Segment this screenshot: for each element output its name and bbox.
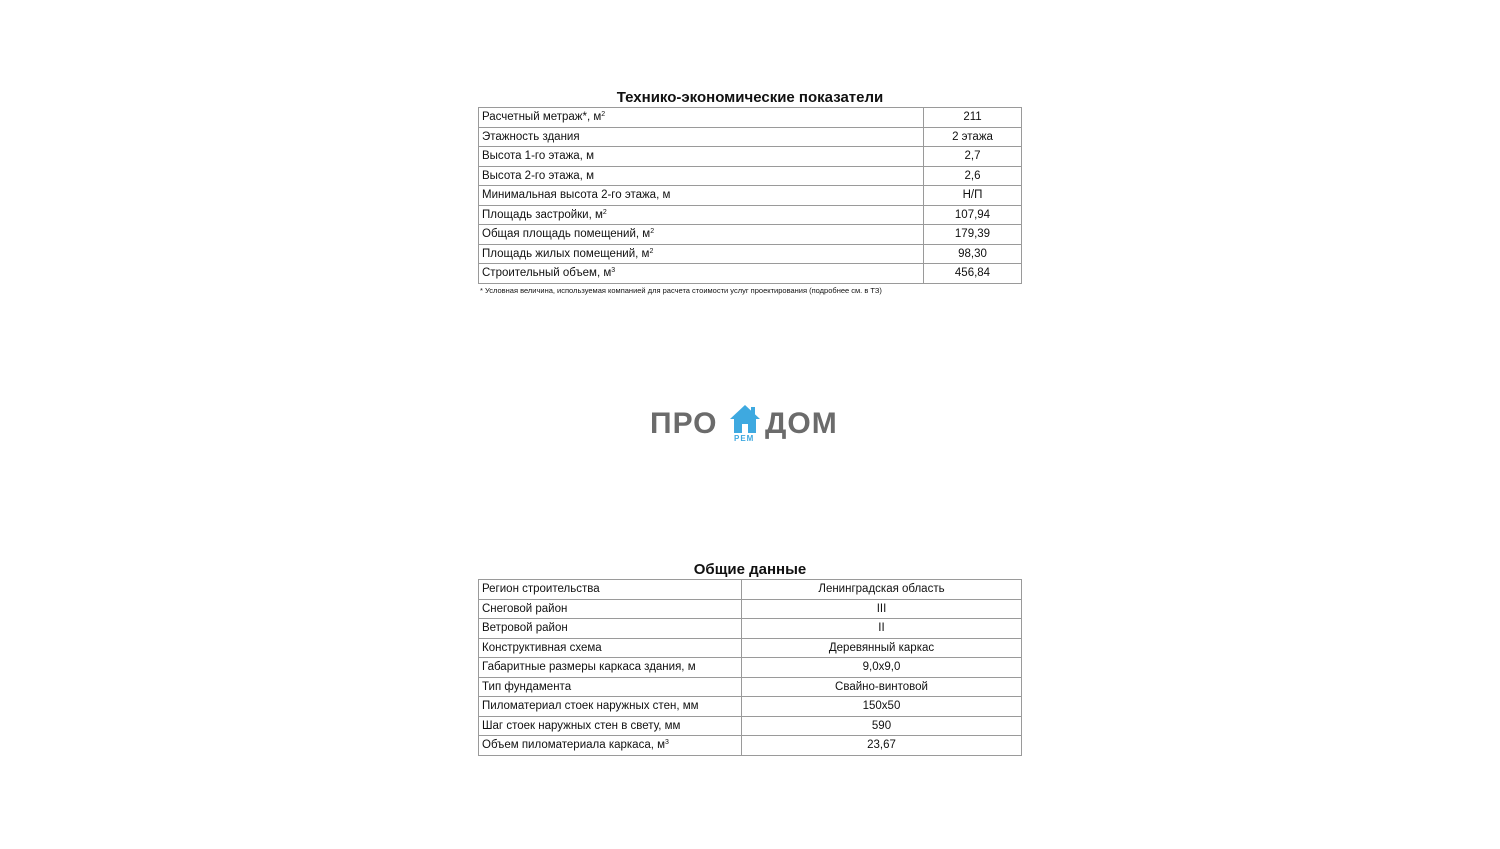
row-label [479, 697, 742, 717]
row-value: 179,39 [924, 225, 1022, 245]
unit-superscript: 3 [665, 739, 669, 747]
row-label [479, 244, 924, 264]
table-row [479, 127, 1022, 147]
table-row [479, 186, 1022, 206]
logo-text-left: ПРО [650, 407, 718, 440]
row-label [479, 108, 924, 128]
row-value: 9,0x9,0 [742, 658, 1022, 678]
row-label [479, 619, 742, 639]
row-label [479, 599, 742, 619]
tep-title: Технико-экономические показатели [616, 89, 884, 106]
row-label-text: Объем пиломатериала каркаса, м [482, 739, 666, 752]
row-label-text: Этажность здания [482, 130, 580, 143]
row-label-text: Минимальная высота 2-го этажа, м [482, 189, 671, 202]
row-label [479, 716, 742, 736]
row-label-text: Расчетный метраж*, м [482, 111, 602, 124]
tep-footnote: * Условная величина, используемая компанией для расчета стоимости услуг проектирования (подробнее см. в ТЗ) [480, 285, 882, 295]
general-section [478, 561, 1022, 756]
row-value: 2,6 [924, 166, 1022, 186]
row-value: 2 этажа [924, 127, 1022, 147]
table-row [479, 108, 1022, 128]
house-icon [729, 404, 761, 434]
table-row [479, 205, 1022, 225]
table-row [479, 638, 1022, 658]
row-value: 2,7 [924, 147, 1022, 167]
row-label [479, 225, 924, 245]
table-row [479, 147, 1022, 167]
row-label-text: Общая площадь помещений, м [482, 228, 651, 241]
row-value: 590 [742, 716, 1022, 736]
row-label [479, 736, 742, 756]
row-label-text: Высота 2-го этажа, м [482, 169, 594, 182]
unit-superscript: 2 [650, 228, 655, 236]
row-label [479, 658, 742, 678]
row-value: III [742, 599, 1022, 619]
table-row [479, 658, 1022, 678]
row-value: 23,67 [742, 736, 1022, 756]
table-row [479, 264, 1022, 284]
row-label [479, 205, 924, 225]
row-label-text: Габаритные размеры каркаса здания, м [482, 661, 696, 674]
row-label-text: Площадь застройки, м [482, 208, 603, 221]
row-label [479, 580, 742, 600]
table-row [479, 244, 1022, 264]
row-label [479, 147, 924, 167]
row-label [479, 186, 924, 206]
table-row [479, 580, 1022, 600]
general-table [478, 579, 1022, 756]
row-value: 456,84 [924, 264, 1022, 284]
row-label-text: Строительный объем, м [482, 267, 612, 280]
table-row [479, 225, 1022, 245]
table-row [479, 677, 1022, 697]
row-label [479, 677, 742, 697]
unit-superscript: 2 [602, 208, 607, 216]
row-label [479, 166, 924, 186]
table-row [479, 697, 1022, 717]
logo-subtext: РЕМ [734, 434, 755, 443]
row-label-text: Ветровой район [482, 622, 568, 635]
tep-section [478, 89, 1022, 295]
row-label-text: Высота 1-го этажа, м [482, 150, 594, 163]
unit-superscript: 2 [649, 247, 654, 255]
row-label-text: Пиломатериал стоек наружных стен, мм [482, 700, 699, 713]
unit-superscript: 2 [601, 111, 606, 119]
row-value: 150x50 [742, 697, 1022, 717]
row-value: II [742, 619, 1022, 639]
table-row [479, 716, 1022, 736]
row-label-text: Конструктивная схема [482, 641, 602, 654]
table-row [479, 619, 1022, 639]
general-title: Общие данные [693, 561, 807, 578]
row-value: 107,94 [924, 205, 1022, 225]
row-value: Ленинградская область [742, 580, 1022, 600]
row-label-text: Снеговой район [482, 602, 568, 615]
row-label [479, 638, 742, 658]
row-value: Н/П [924, 186, 1022, 206]
row-label [479, 127, 924, 147]
logo-text-right: ДОМ [765, 407, 838, 440]
row-label-text: Регион строительства [482, 583, 600, 596]
unit-superscript: 3 [611, 267, 616, 275]
row-value: Деревянный каркас [742, 638, 1022, 658]
row-label-text: Тип фундамента [482, 680, 572, 693]
row-label-text: Шаг стоек наружных стен в свету, мм [482, 719, 681, 732]
tep-table [478, 107, 1022, 284]
row-value: 98,30 [924, 244, 1022, 264]
table-row [479, 736, 1022, 756]
row-value: Свайно-винтовой [742, 677, 1022, 697]
table-row [479, 599, 1022, 619]
prodom-logo [650, 402, 850, 448]
row-label-text: Площадь жилых помещений, м [482, 247, 650, 260]
row-label [479, 264, 924, 284]
row-value: 211 [924, 108, 1022, 128]
table-row [479, 166, 1022, 186]
